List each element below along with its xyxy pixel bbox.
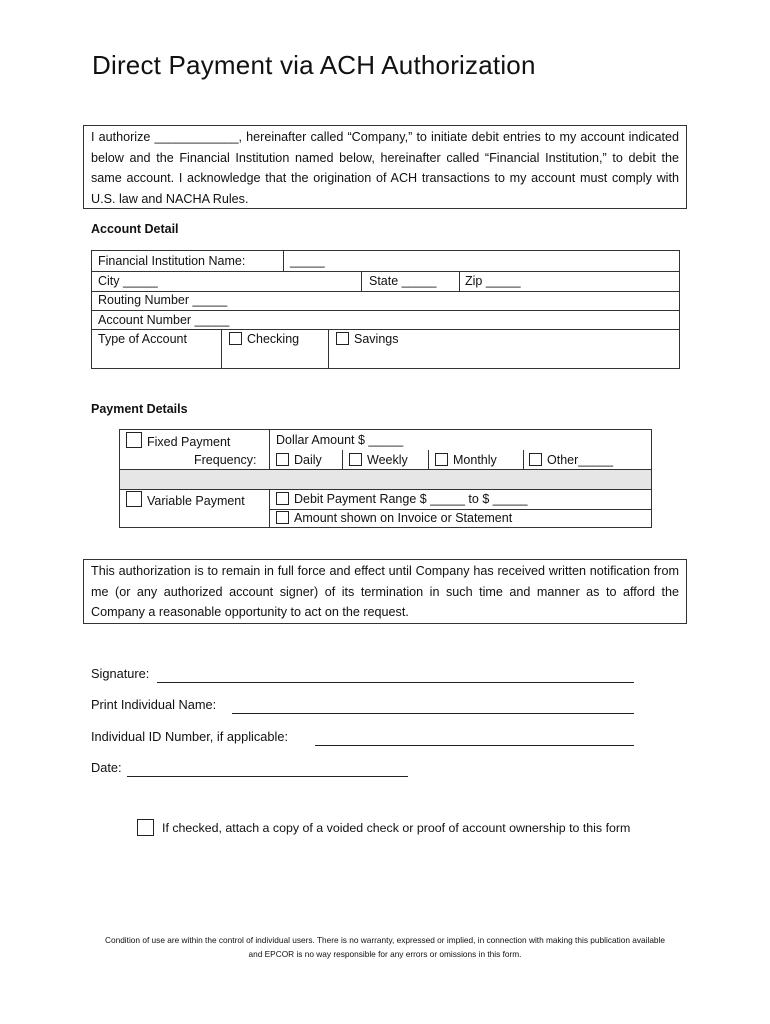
daily-option[interactable] bbox=[276, 453, 322, 467]
variable-payment-checkbox[interactable] bbox=[126, 491, 142, 507]
monthly-checkbox[interactable] bbox=[435, 453, 448, 466]
zip-field[interactable]: Zip _____ bbox=[465, 274, 521, 288]
monthly-option[interactable] bbox=[435, 453, 497, 467]
voided-check-checkbox[interactable] bbox=[137, 819, 154, 836]
weekly-label: Weekly bbox=[367, 453, 408, 467]
daily-label: Daily bbox=[294, 453, 322, 467]
weekly-checkbox[interactable] bbox=[349, 453, 362, 466]
id-number-line[interactable] bbox=[315, 745, 634, 746]
debit-range-option[interactable] bbox=[276, 492, 528, 506]
authorization-terms-box: This authorization is to remain in full force and effect until Company has received written notification from me (or any authorized account signer) of its termination in such time and manner as to afford the Company a reasonable opportunity to act on the request. bbox=[83, 559, 687, 624]
intro-authorization-box: I authorize ____________, hereinafter called “Company,” to initiate debit entries to my account indicated below and the Financial Institution named below, hereinafter called “Financial Institution,” to debit the same account. I acknowledge that the origination of ACH transactions to my account must comply with U.S. law and NACHA Rules. bbox=[83, 125, 687, 209]
date-label: Date: bbox=[91, 760, 122, 775]
state-field[interactable]: State _____ bbox=[369, 274, 437, 288]
id-number-label: Individual ID Number, if applicable: bbox=[91, 729, 289, 744]
fixed-payment-label: Fixed Payment bbox=[147, 435, 231, 449]
invoice-amount-option[interactable] bbox=[276, 511, 512, 525]
debit-range-checkbox[interactable] bbox=[276, 492, 289, 505]
daily-checkbox[interactable] bbox=[276, 453, 289, 466]
signature-line[interactable] bbox=[157, 682, 634, 683]
fixed-payment-option[interactable] bbox=[126, 432, 230, 449]
print-name-label: Print Individual Name: bbox=[91, 697, 217, 712]
savings-checkbox[interactable] bbox=[336, 332, 349, 345]
other-label: Other_____ bbox=[547, 453, 614, 467]
payment-details-table bbox=[119, 429, 652, 528]
invoice-amount-label: Amount shown on Invoice or Statement bbox=[294, 511, 513, 525]
variable-payment-option[interactable] bbox=[126, 491, 245, 508]
checking-option[interactable] bbox=[229, 332, 299, 346]
monthly-label: Monthly bbox=[453, 453, 497, 467]
type-of-account-label: Type of Account bbox=[98, 332, 187, 346]
account-number-field[interactable]: Account Number _____ bbox=[98, 313, 230, 327]
fi-name-field[interactable]: _____ bbox=[290, 254, 325, 268]
payment-details-heading: Payment Details bbox=[91, 402, 188, 416]
other-checkbox[interactable] bbox=[529, 453, 542, 466]
signature-label: Signature: bbox=[91, 666, 150, 681]
routing-number-field[interactable]: Routing Number _____ bbox=[98, 293, 228, 307]
savings-option[interactable] bbox=[336, 332, 398, 346]
voided-check-label: If checked, attach a copy of a voided check or proof of account ownership to this form bbox=[162, 821, 631, 835]
fi-name-label: Financial Institution Name: bbox=[98, 254, 246, 268]
fixed-payment-checkbox[interactable] bbox=[126, 432, 142, 448]
checking-checkbox[interactable] bbox=[229, 332, 242, 345]
print-name-line[interactable] bbox=[232, 713, 634, 714]
frequency-label: Frequency: bbox=[194, 453, 257, 467]
page-title: Direct Payment via ACH Authorization bbox=[92, 50, 536, 80]
savings-label: Savings bbox=[354, 332, 399, 346]
other-option[interactable] bbox=[529, 453, 613, 467]
account-detail-heading: Account Detail bbox=[91, 222, 179, 236]
checking-label: Checking bbox=[247, 332, 300, 346]
variable-payment-label: Variable Payment bbox=[147, 494, 245, 508]
debit-range-label: Debit Payment Range $ _____ to $ _____ bbox=[294, 492, 528, 506]
account-detail-table bbox=[91, 250, 680, 369]
footer-disclaimer: Condition of use are within the control of individual users. There is no warranty, expressed or implied, in connection with making this publication available and EPCOR is no way responsible for any errors or omissions in this form. bbox=[104, 935, 666, 959]
city-field[interactable]: City _____ bbox=[98, 274, 158, 288]
weekly-option[interactable] bbox=[349, 453, 408, 467]
date-line[interactable] bbox=[127, 776, 408, 777]
invoice-amount-checkbox[interactable] bbox=[276, 511, 289, 524]
dollar-amount-field[interactable]: Dollar Amount $ _____ bbox=[276, 433, 404, 447]
